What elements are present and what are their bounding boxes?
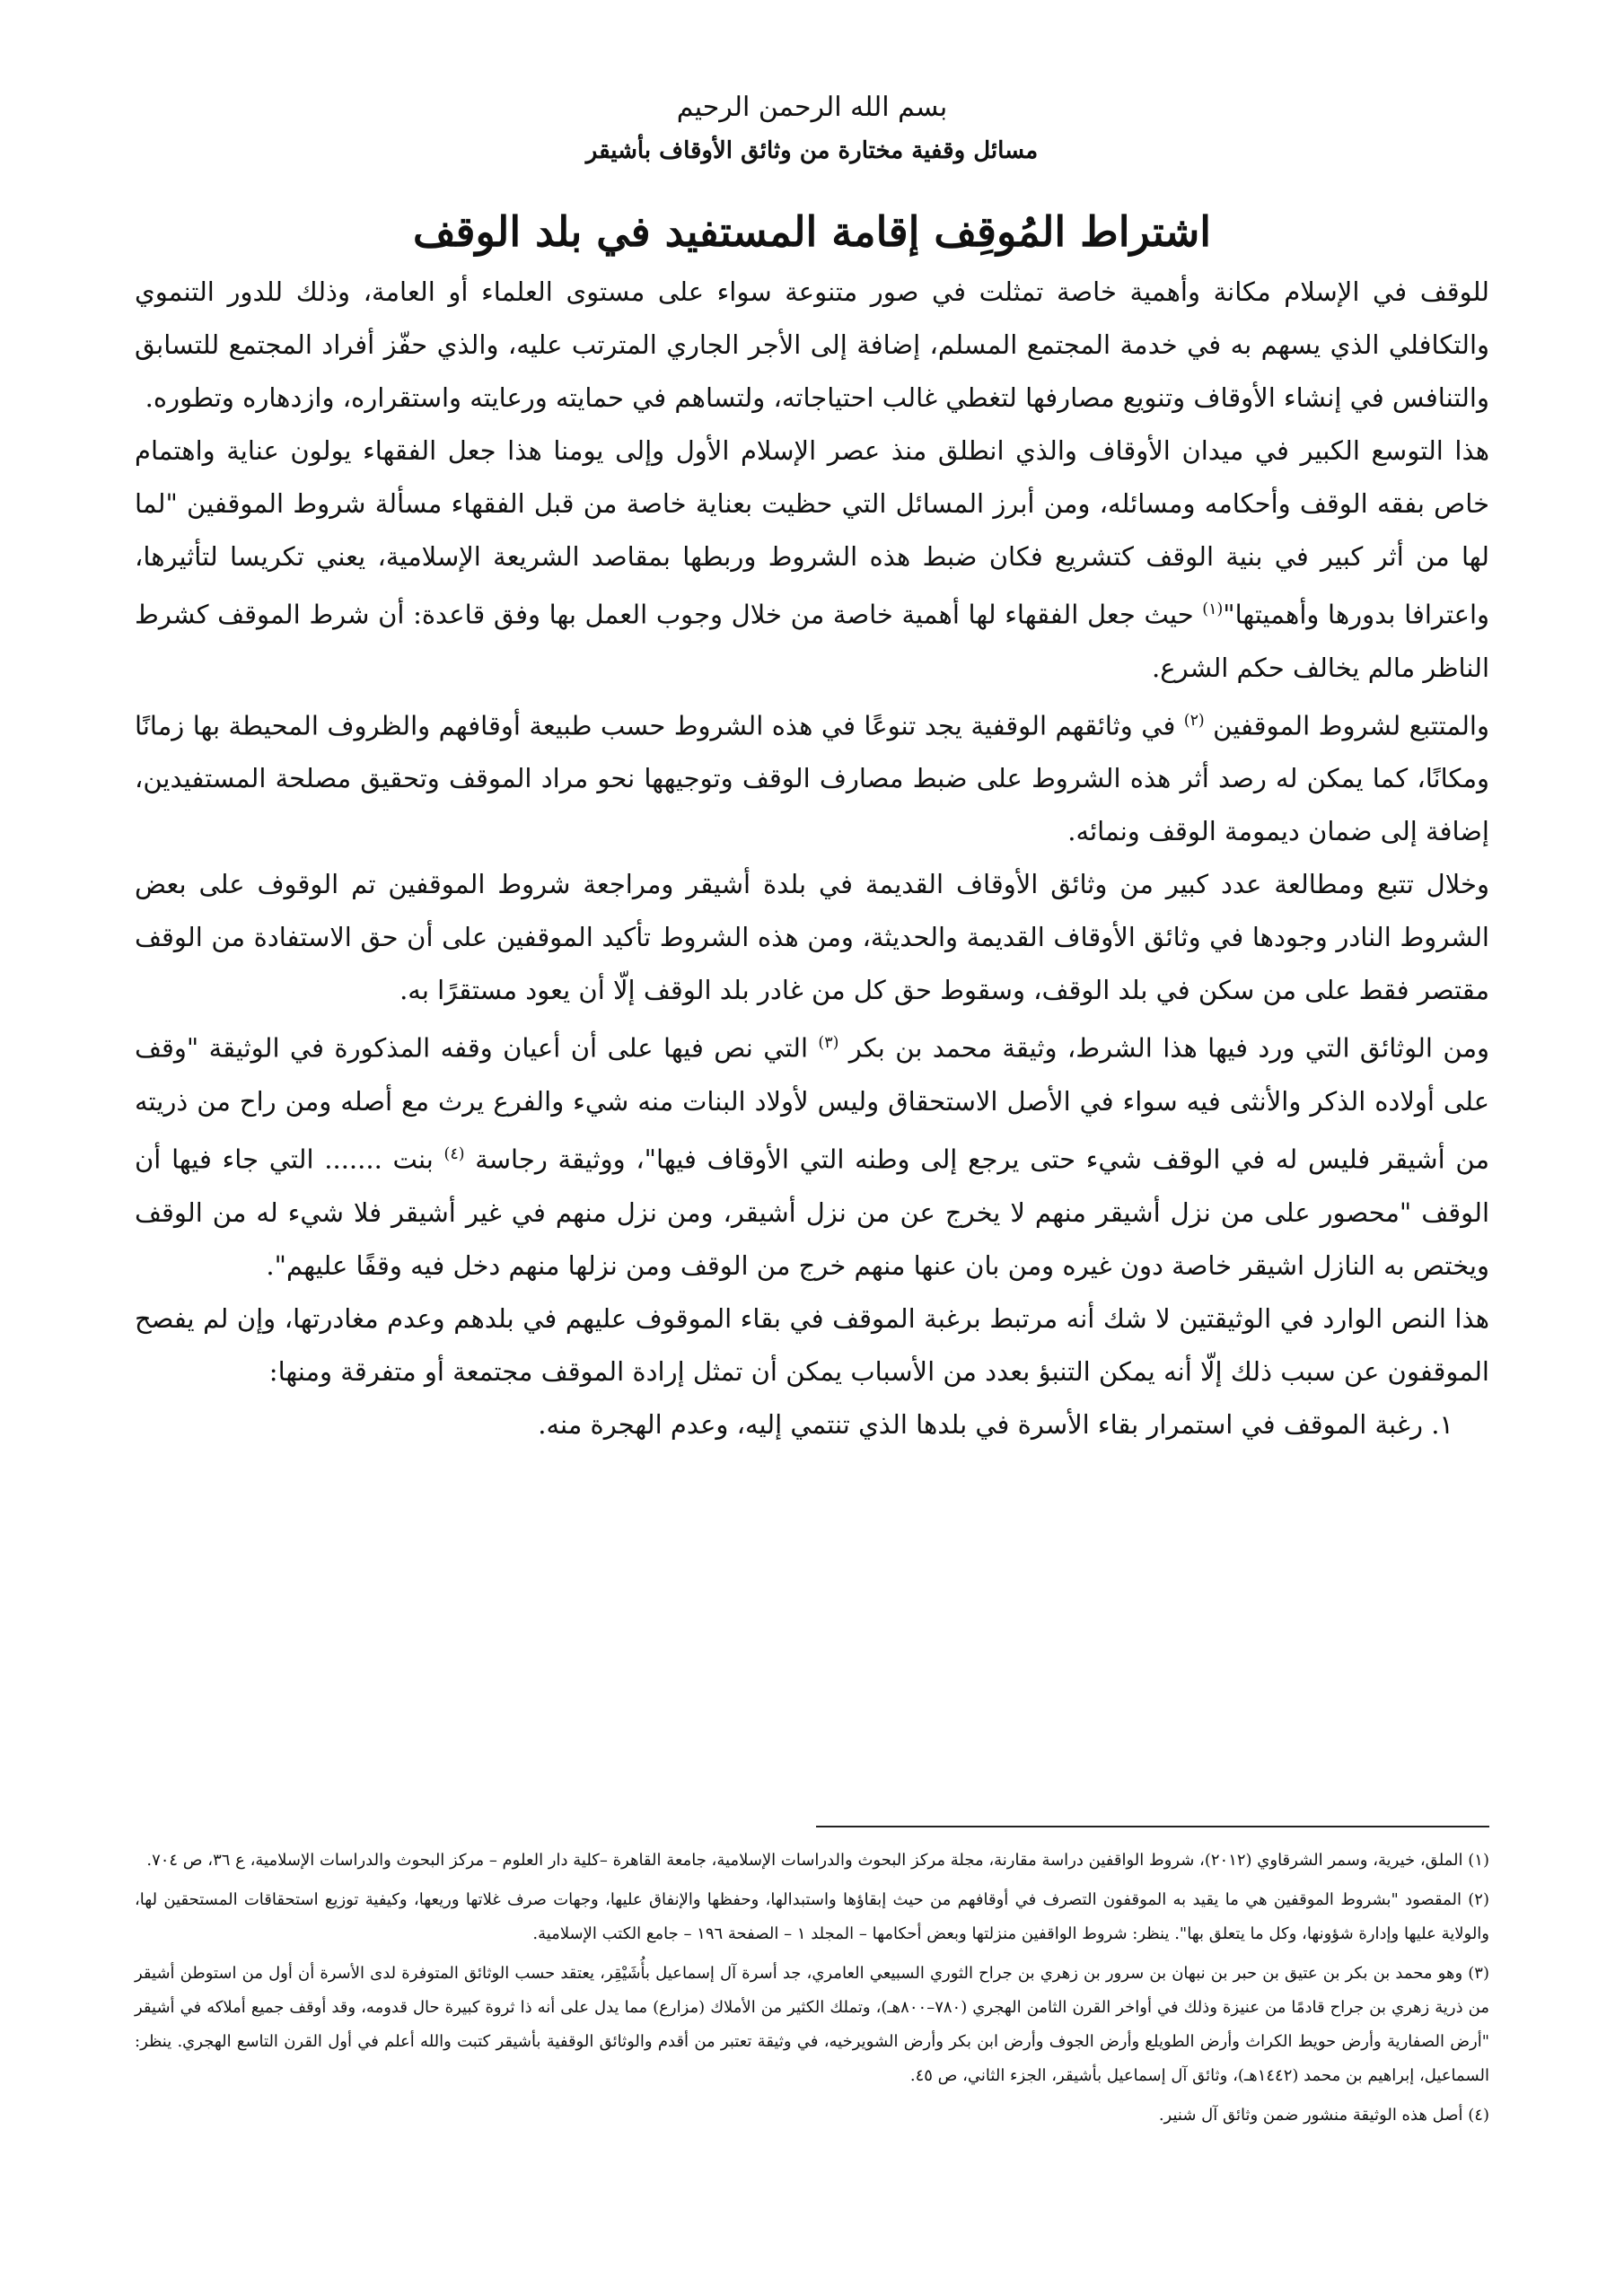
footnotes xyxy=(135,1844,1489,2138)
footnote-2: (٢) المقصود "بشروط الموقفين هي ما يقيد به الموقفون التصرف في أوقافهم من حيث إبقاؤها واستبدالها، وحفظها والإنفاق عليها، وجهات صرف غلاتها وريعها، وكيفية توزيع استحقاقات المستحقين لها، والولاية عليها وإدارة شؤونها، وكل ما يتعلق بها". ينظر: شروط الواقفين منزلتها وبعض أحكامها – المجلد ١ – الصفحة ١٩٦ – جامع الكتب الإسلامية. xyxy=(135,1890,1489,1943)
footnote-ref-4[interactable]: (٤) xyxy=(443,1144,465,1163)
paragraph-4: وخلال تتبع ومطالعة عدد كبير من وثائق الأوقاف القديمة في بلدة أشيقر ومراجعة شروط الموقفين تم الوقوف على بعض الشروط النادر وجودها في وثائق الأوقاف القديمة والحديثة، ومن هذه الشروط تأكيد الموقفين على أن حق الاستفادة من الوقف مقتصر فقط على من سكن في بلد الوقف، وسقوط حق كل من غادر بلد الوقف إلّا أن يعود مستقرًا به. xyxy=(135,869,1489,1006)
footnote-divider xyxy=(816,1826,1489,1827)
paragraph-5 xyxy=(135,1017,1489,1292)
paragraph-1: للوقف في الإسلام مكانة وأهمية خاصة تمثلت في صور متنوعة سواء على مستوى العلماء أو العامة، وذلك للدور التنموي والتكافلي الذي يسهم به في خدمة المجتمع المسلم، إضافة إلى الأجر الجاري المترتب عليه، والذي حفّز أفراد المجتمع للتسابق والتنافس في إنشاء الأوقاف وتنويع مصارفها لتغطي غالب احتياجاته، ولتساهم في حمايته ورعايته واستقراره، وازدهاره وتطوره. xyxy=(135,276,1489,413)
paragraph-5-part-a: ومن الوثائق التي ورد فيها هذا الشرط، وثيقة محمد بن بكر xyxy=(838,1032,1489,1064)
footnote-ref-3[interactable]: (٣) xyxy=(818,1034,839,1053)
paragraph-2 xyxy=(135,425,1489,695)
list-item-number: ١. xyxy=(1431,1408,1453,1440)
footnote-3: (٣) وهو محمد بن بكر بن عتيق بن حبر بن نبهان بن سرور بن زهري بن جراح الثوري السبيعي العامري، جد أسرة آل إسماعيل بأُشَيْقِر، يعتقد حسب الوثائق المتوفرة لدى الأسرة أن أول من استوطن أشيقر من ذرية زهري بن جراح قادمًا من عنيزة وذلك في أواخر القرن الثامن الهجري (٧٨٠–٨٠٠هـ)، وتملك الكثير من الأملاك (مزارع) مما يدل على أنه ذا ثروة كبيرة حال قدومه، وقد أوقف جميع أملاكه في أشيقر "أرض الصفارية وأرض حويط الكراث وأرض الطويلع وأرض الجوف وأرض ابن بكر وأرض الشويرخيه، في وثيقة تعتبر من أقدم والوثائق الوقفية بأشيقر كتبت والله أعلم في أول القرن التاسع الهجري. ينظر: السماعيل، إبراهيم بن محمد (١٤٤٢هـ)، وثائق آل إسماعيل بأشيقر، الجزء الثاني، ص ٤٥. xyxy=(135,1964,1489,2085)
paragraph-3 xyxy=(135,695,1489,859)
paragraph-3-part-a: والمتتبع لشروط الموقفين xyxy=(1204,710,1489,741)
paragraph-2-part-b: حيث جعل الفقهاء لها أهمية خاصة من خلال وجوب العمل بها وفق قاعدة: أن شرط الموقف كشرط الناظر مالم يخالف حكم الشرع. xyxy=(135,599,1489,683)
paragraph-6: هذا النص الوارد في الوثيقتين لا شك أنه مرتبط برغبة الموقف في بقاء الموقوف عليهم في بلدهم وعدم مغادرتها، وإن لم يفصح الموقفون عن سبب ذلك إلّا أنه يمكن التنبؤ بعدد من الأسباب يمكن أن تمثل إرادة الموقف مجتمعة أو متفرقة ومنها: xyxy=(135,1302,1489,1387)
paragraph-5-part-b: التي نص فيها على أن أعيان وقفه المذكورة في الوثيقة "وقف على أولاده الذكر والأنثى فيه سواء في الأصل الاستحقاق وليس لأولاد البنات منه شيء والفرع يرث مع أصله ومن راح من ذريته من أشيقر فليس له في الوقف شيء حتى يرجع إلى وطنه التي الأوقاف فيها"، ووثيقة رجاسة xyxy=(135,1032,1489,1175)
list-item-text: رغبة الموقف في استمرار بقاء الأسرة في بلدها الذي تنتمي إليه، وعدم الهجرة منه. xyxy=(538,1408,1423,1440)
footnote-ref-2[interactable]: (٢) xyxy=(1183,711,1205,730)
article-body xyxy=(135,266,1489,1451)
footnote-ref-1[interactable]: (١) xyxy=(1202,600,1224,618)
paragraph-3-part-b: في وثائقهم الوقفية يجد تنوعًا في هذه الشروط حسب طبيعة أوقافهم والظروف المحيطة بها زمانًا ومكانًا، كما يمكن له رصد أثر هذه الشروط على ضبط مصارف الوقف وتوجيهها نحو مراد الموقف وتحقيق مصلحة المستفيدين، إضافة إلى ضمان ديمومة الوقف ونمائه. xyxy=(135,710,1489,847)
list-item xyxy=(135,1398,1489,1451)
page-content xyxy=(135,90,1490,2125)
paragraph-5-part-c: بنت ....... التي جاء فيها أن الوقف "محصور على من نزل أشيقر منهم لا يخرج عن من نزل أشيقر، ومن نزل منهم في غير أشيقر فلا شيء له من الوقف ويختص به النازل اشيقر خاصة دون غيره ومن بان عنها منهم خرج من الوقف ومن نزلها منهم دخل فيه وقفًا عليهم". xyxy=(135,1144,1489,1281)
series-title: مسائل وقفية مختارة من وثائق الأوقاف بأشيقر xyxy=(585,137,1039,164)
footnote-1: (١) الملق، خيرية، وسمر الشرقاوي (٢٠١٢)، شروط الواقفين دراسة مقارنة، مجلة مركز البحوث والدراسات الإسلامية، جامعة القاهرة –كلية دار العلوم – مركز البحوث والدراسات الإسلامية، ع ٣٦، ص ٧٠٤. xyxy=(146,1851,1489,1870)
paragraph-2-part-a: هذا التوسع الكبير في ميدان الأوقاف والذي انطلق منذ عصر الإسلام الأول وإلى يومنا هذا جعل الفقهاء يولون عناية واهتمام خاص بفقه الوقف وأحكامه ومسائله، ومن أبرز المسائل التي حظيت بعناية خاصة من قبل الفقهاء مسألة شروط الموقفين "لما لها من أثر كبير في بنية الوقف كتشريع فكان ضبط هذه الشروط وربطها بمقاصد الشريعة الإسلامية، يعني تكريسا لتأثيرها، واعترافا بدورها وأهميتها" xyxy=(135,435,1490,630)
basmala: بسم الله الرحمن الرحيم xyxy=(676,92,948,123)
article-title: اشتراط المُوقِف إقامة المستفيد في بلد الوقف xyxy=(412,207,1212,256)
footnote-4: (٤) أصل هذه الوثيقة منشور ضمن وثائق آل شنير. xyxy=(1158,2106,1489,2125)
